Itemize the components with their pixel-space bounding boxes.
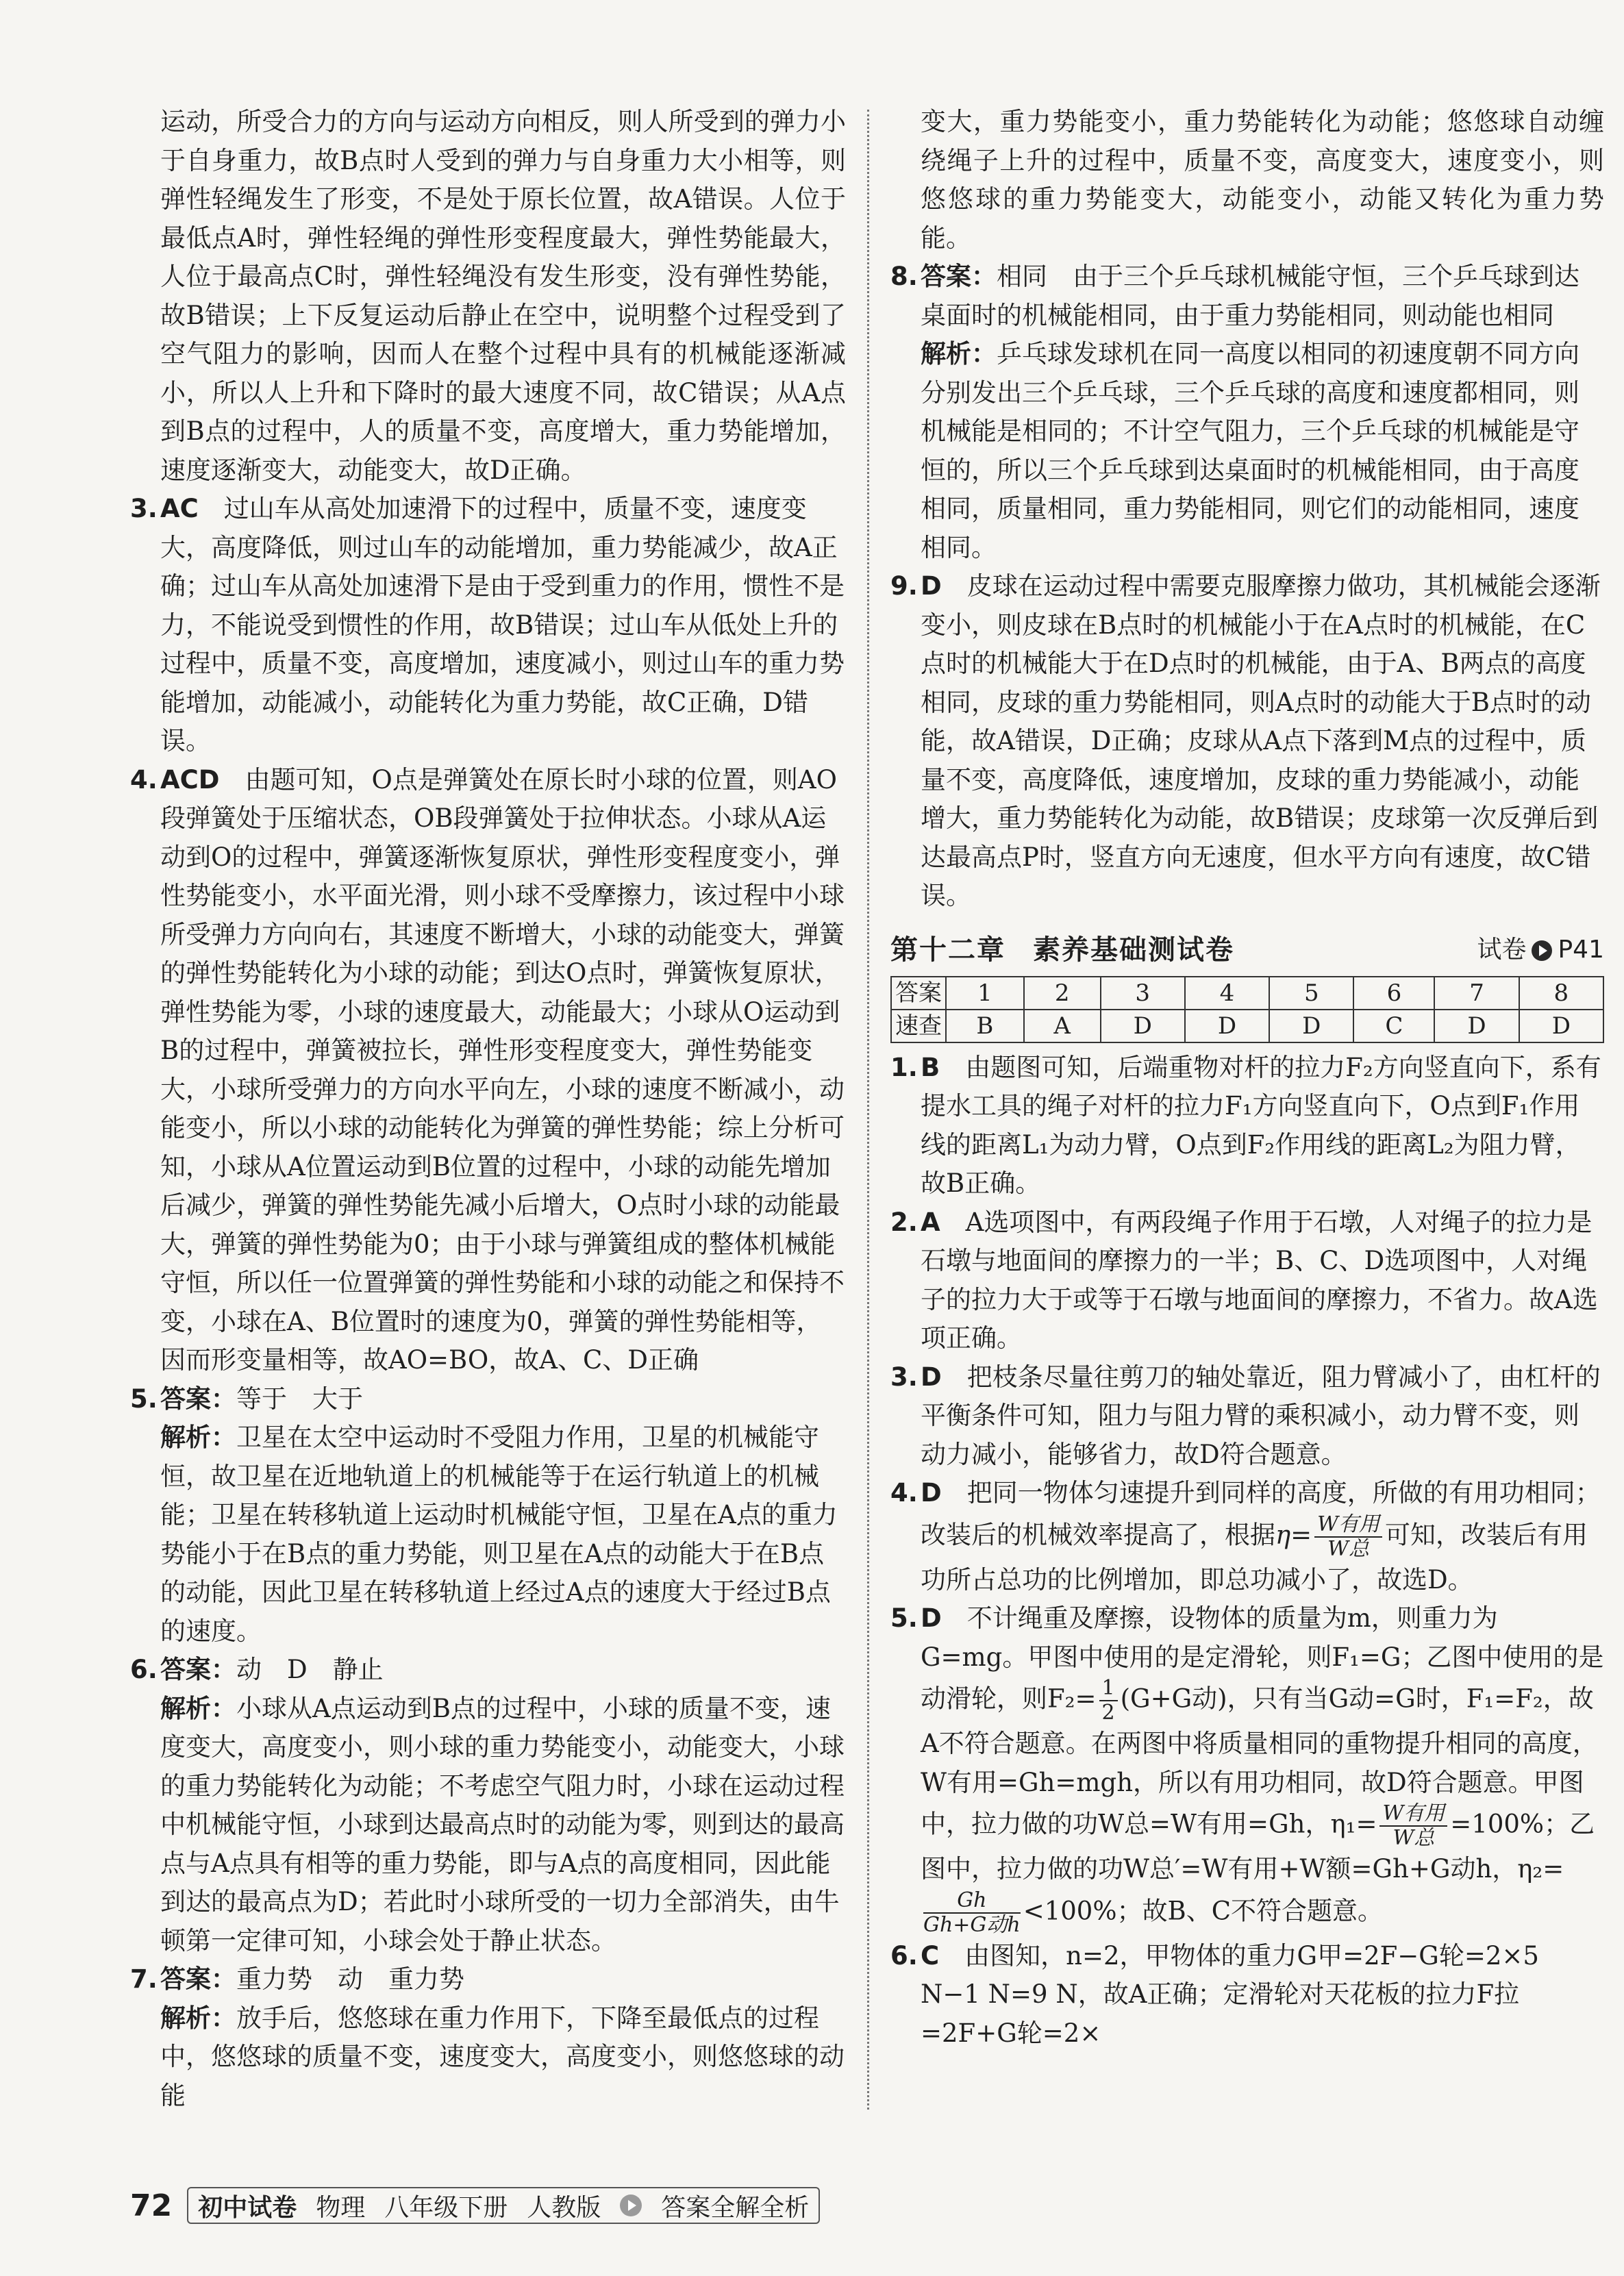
question-number: 3. [890,1362,918,1392]
right-column [890,103,1604,2053]
efficiency1-fraction [1379,1802,1447,1850]
explanation-text: 由题可知，O点是弹簧处在原长时小球的位置，则AO段弹簧处于压缩状态，OB段弹簧处于拉伸状态。小球从A运动到O的过程中，弹簧逐渐恢复原状，弹性形变程度变小，弹性势能变小，水平面光滑，则小球不受摩擦力，该过程中小球所受弹力方向向右，其速度不断增大，小球的动能变大，弹簧的弹性势能转化为小球的动能；到达O点时，弹簧恢复原状，弹性势能为零，小球的速度最大，动能最大；小球从O运动到B的过程中，弹簧被拉长，弹性形变程度变大，弹性势能变大，小球所受弹力的方向水平向左，小球的速度不断减小，动能变小，所以小球的动能转化为弹簧的弹性势能；综上分析可知，小球从A位置运动到B位置的过程中，小球的动能先增加后减少，弹簧的弹性势能先减小后增大，O点时小球的动能最大，弹簧的弹性势能为0；由于小球与弹簧组成的整体机械能守恒，所以任一位置弹簧的弹性势能和小球的动能之和保持不变，小球在A、B位置时的速度为0，弹簧的弹性势能相等，因而形变量相等，故AO=BO，故A、C、D正确 [160,764,845,1375]
question-number-cell: 5 [1269,977,1353,1010]
table-header-cell: 答案 [891,977,946,1010]
question-number-cell: 7 [1434,977,1519,1010]
question-number-cell: 2 [1024,977,1101,1010]
analysis-text: 卫星在太空中运动时不受阻力作用，卫星的机械能守恒，故卫星在近地轨道上的机械能等于在运行轨道上的机械能；卫星在转移轨道上运动时机械能守恒，卫星在A点的重力势能小于在B点的重力势能，则卫星在A点的动能大于在B点的动能，因此卫星在转移轨道上经过A点的速度大于经过B点的速度。 [160,1423,838,1646]
play-icon [620,2194,642,2216]
chapter-header [890,931,1604,971]
question-9 [890,567,1604,916]
question-number: 5. [130,1384,158,1414]
analysis-text: 乒乓球发球机在同一高度以相同的初速度朝不同方向分别发出三个乒乓球，三个乒乓球的高度和速度都相同，则机械能是相同的；不计空气阻力，三个乒乓球的机械能是守恒的，所以三个乒乓球到达桌面时的机械能相同，由于高度相同，质量相同，重力势能相同，则它们的动能相同，速度相同。 [921,339,1579,562]
chapter-question-5 [890,1599,1604,1937]
question-3 [130,490,846,761]
analysis-label: 解析： [160,2003,236,2033]
left-column [130,103,846,2115]
page-footer [130,2185,820,2226]
question-number: 2. [890,1207,918,1237]
answer-label: 答案： [921,262,997,291]
table-row [891,977,1603,1010]
footer-info-box [187,2187,820,2224]
analysis-label: 解析： [921,339,997,368]
explanation-text: <100%；故B、C不符合题意。 [1023,1896,1383,1925]
table-header-cell: 速查 [891,1010,946,1042]
answer-cell: D [1434,1010,1519,1042]
grade: 八年级下册 [384,2193,508,2222]
question-number-cell: 3 [1101,977,1185,1010]
chapter-question-1 [890,1049,1604,1203]
explanation-text: 不计绳重及摩擦，设物体的质量为m，则重力为G=mg。甲图中使用的是定滑轮，则F₁=G；乙图中使用的是动滑轮，则F₂= [921,1603,1604,1714]
question-number-cell: 4 [1185,977,1269,1010]
explanation-text: 可知，改装后有用功所占总功的比例增加，即总功减小了，故选D。 [921,1520,1588,1595]
question-number: 4. [130,764,158,795]
fraction-numerator: W有用 [1314,1513,1382,1538]
question-8 [890,258,1604,567]
question-number: 7. [130,1964,158,1994]
explanation-text: 过山车从高处加速滑下的过程中，质量不变，速度变大，高度降低，则过山车的动能增加，重力势能减少，故A正确；过山车从高处加速滑下是由于受到重力的作用，惯性不是力，不能说受到惯性的作用，故B错误；过山车从低处上升的过程中，质量不变，高度增加，速度减小，则过山车的重力势能增加，动能减小，动能转化为重力势能，故C正确，D错误。 [160,494,845,755]
chapter-name: 素养基础测试卷 [1033,934,1234,966]
edition: 人教版 [527,2193,601,2222]
question-4 [130,761,846,1380]
answer-cell: D [1185,1010,1269,1042]
answer-cell: A [1024,1010,1101,1042]
question-number: 6. [890,1940,918,1971]
explanation-text: 把同一物体匀速提升到同样的高度，所做的有用功相同；改装后的机械效率提高了，根据 [921,1478,1601,1549]
answer-key: D [921,1362,942,1392]
explanation-text: =100%；乙图中，拉力做的功W总′=W有用+W额=Gh+G动h，η₂= [921,1809,1595,1884]
table-row [891,1010,1603,1042]
question-number-cell: 1 [946,977,1024,1010]
chapter-question-3 [890,1358,1604,1475]
question-number: 6. [130,1655,158,1684]
answer-cell: D [1519,1010,1603,1042]
answer-key: ACD [160,764,220,795]
question-number-cell: 8 [1519,977,1603,1010]
equation-lhs: η= [1275,1520,1312,1549]
fraction-denominator: Gh+G动h [923,1912,1021,1937]
answer-cell: D [1101,1010,1185,1042]
answer-key: C [921,1940,940,1971]
series-name: 初中试卷 [198,2193,297,2222]
explanation-text: 皮球在运动过程中需要克服摩擦力做功，其机械能会逐渐变小，则皮球在B点时的机械能小于在A点时的机械能，在C点时的机械能大于在D点时的机械能，由于A、B两点的高度相同，皮球的重力势能相同，则A点时的动能大于B点时的动能，故A错误，D正确；皮球从A点下落到M点的过程中，质量不变，高度降低，速度增加，皮球的重力势能减小，动能增大，重力势能转化为动能，故B错误；皮球第一次反弹后到达最高点P时，竖直方向无速度，但水平方向有速度，故C错误。 [921,571,1601,910]
efficiency-fraction [1314,1513,1382,1561]
answer-key: AC [160,494,199,523]
answer-cell: B [946,1010,1024,1042]
question-number: 4. [890,1478,918,1508]
answer-text: 动 D 静止 [236,1655,384,1684]
half-fraction [1099,1677,1118,1725]
efficiency2-fraction [923,1889,1021,1937]
answer-key: D [921,571,942,601]
answer-text: 等于 大于 [236,1384,363,1414]
explanation-text: 由图知，n=2，甲物体的重力G甲=2F−G轮=2×5 N−1 N=9 N，故A正确；定滑轮对天花板的拉力F拉=2F+G轮=2× [921,1940,1539,2048]
chapter-title [890,931,1234,970]
paragraph-continued: 运动，所受合力的方向与运动方向相反，则人所受到的弹力小于自身重力，故B点时人受到的弹力与自身重力大小相等，则弹性轻绳发生了形变，不是处于原长位置，故A错误。人位于最低点A时，弹性轻绳的弹性形变程度最大，弹性势能最大，人位于最高点C时，弹性轻绳没有发生形变，没有弹性势能，故B错误；上下反复运动后静止在空中，说明整个过程受到了空气阻力的影响，因而人在整个过程中具有的机械能逐渐减小，所以人上升和下降时的最大速度不同，故C错误；从A点到B点的过程中，人的质量不变，高度增大，重力势能增加，速度逐渐变大，动能变大，故D正确。 [160,107,846,485]
fraction-denominator: W总 [1392,1826,1435,1850]
guide-label: 答案全解全析 [661,2193,810,2222]
arrow-right-icon [1532,940,1552,961]
answer-cell: D [1269,1010,1353,1042]
question-number-cell: 6 [1353,977,1434,1010]
analysis-text: 放手后，悠悠球在重力作用下，下降至最低点的过程中，悠悠球的质量不变，速度变大，高度变小，则悠悠球的动能 [160,2003,845,2110]
question-number: 5. [890,1603,918,1633]
analysis-label: 解析： [160,1693,236,1723]
question-5 [130,1380,846,1651]
question-number: 8. [890,262,918,291]
fraction-numerator: W有用 [1379,1802,1447,1827]
page-number: 72 [130,2188,173,2223]
answer-quick-table [890,976,1604,1043]
question-number: 1. [890,1052,918,1082]
fraction-denominator: 2 [1101,1701,1115,1725]
answer-key: B [921,1052,940,1082]
test-paper-reference [1477,931,1604,970]
answer-text: 重力势 动 重力势 [236,1964,464,1994]
fraction-numerator: 1 [1099,1677,1118,1701]
explanation-text: A选项图中，有两段绳子作用于石墩，人对绳子的拉力是石墩与地面间的摩擦力的一半；B、C、D选项图中，人对绳子的拉力大于或等于石墩与地面间的摩擦力，不省力。故A选项正确。 [921,1207,1598,1353]
answer-label: 答案： [160,1964,236,1994]
answer-label: 答案： [160,1384,236,1414]
reference-label: 试卷 [1477,936,1527,964]
answer-key: A [921,1207,940,1237]
question-number: 9. [890,571,918,601]
chapter-question-2 [890,1203,1604,1358]
chapter-question-4 [890,1474,1604,1599]
fraction-denominator: W总 [1327,1536,1370,1561]
chapter-number: 第十二章 [890,934,1005,966]
question-6 [130,1651,846,1960]
chapter-question-6 [890,1937,1604,2053]
question-7 [130,1960,846,2115]
explanation-text: 把枝条尽量往剪刀的轴处靠近，阻力臂减小了，由杠杆的平衡条件可知，阻力与阻力臂的乘积减小，动力臂不变，则动力减小，能够省力，故D符合题意。 [921,1362,1601,1469]
column-divider [867,110,869,2110]
answer-text: 相同 由于三个乒乓球机械能守恒，三个乒乓球到达桌面时的机械能相同，由于重力势能相同，则动能也相同 [921,262,1579,330]
reference-page: P41 [1558,936,1604,964]
answer-cell: C [1353,1010,1434,1042]
answer-key: D [921,1603,942,1633]
fraction-numerator: Gh [923,1889,1021,1914]
explanation-text: (G+G动)，只有当G动=G时，F₁=F₂，故A不符合题意。在两图中将质量相同的重物提升相同的高度，W有用=Gh=mgh，所以有用功相同，故D符合题意。甲图中，拉力做的功W总=W有用=Gh，η₁= [921,1684,1598,1839]
analysis-text: 小球从A点运动到B点的过程中，小球的质量不变，速度变大，高度变小，则小球的重力势能变小，动能变大，小球的重力势能转化为动能；不考虑空气阻力时，小球在运动过程中机械能守恒，小球到达最高点时的动能为零，则到达的最高点与A点具有相等的重力势能，即与A点的高度相同，因此能到达的最高点为D；若此时小球所受的一切力全部消失，由牛顿第一定律可知，小球会处于静止状态。 [160,1693,845,1955]
analysis-label: 解析： [160,1423,236,1452]
answer-key: D [921,1478,942,1508]
explanation-text: 由题图可知，后端重物对杆的拉力F₂方向竖直向下，系有提水工具的绳子对杆的拉力F₁方向竖直向下，O点到F₁作用线的距离L₁为动力臂，O点到F₂作用线的距离L₂为阻力臂，故B正确。 [921,1052,1601,1198]
answer-label: 答案： [160,1655,236,1684]
question-number: 3. [130,494,158,523]
subject: 物理 [316,2193,366,2222]
paragraph-continued: 变大，重力势能变小，重力势能转化为动能；悠悠球自动缠绕绳子上升的过程中，质量不变，高度变大，速度变小，则悠悠球的重力势能变大，动能变小，动能又转化为重力势能。 [921,107,1604,253]
